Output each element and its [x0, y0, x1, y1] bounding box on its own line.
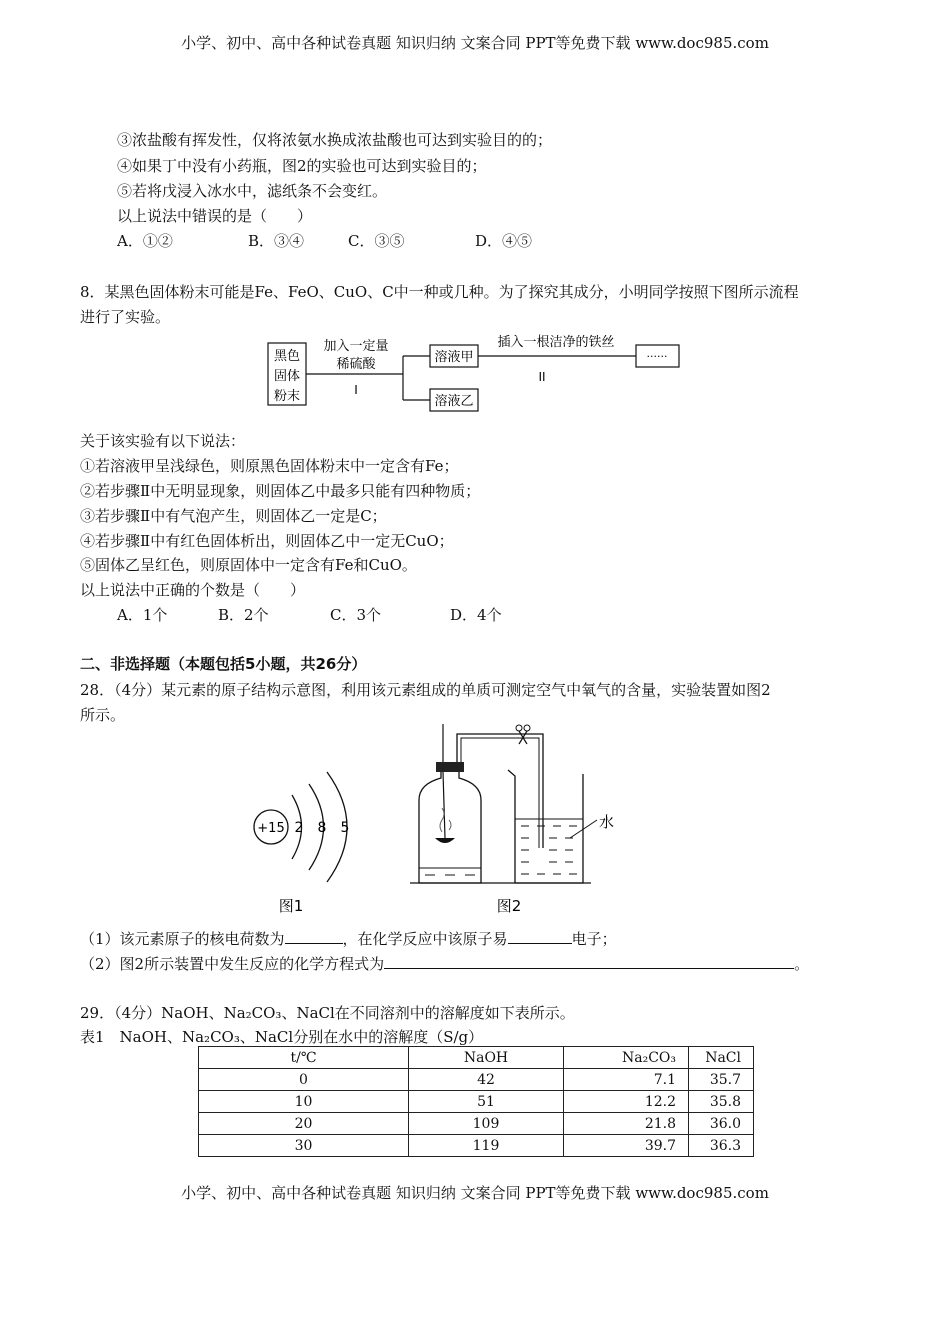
- q7-statement-3: ③浓盐酸有挥发性，仅将浓氨水换成浓盐酸也可达到实验目的的；: [117, 131, 553, 149]
- table-cell: 119: [409, 1135, 564, 1157]
- table-cell: 0: [199, 1069, 409, 1091]
- collecting-bottle: [419, 770, 481, 883]
- q8-line-2: 进行了实验。: [80, 308, 171, 326]
- flow-result-label: ······: [646, 350, 668, 363]
- table-header-nacl: NaCl: [689, 1047, 754, 1069]
- flow-step2-num: II: [538, 370, 546, 384]
- q8-line-1: 8．某黑色固体粉末可能是Fe、FeO、CuO、C中一种或几种。为了探究其成分，小明同学按照下图所示流程: [80, 283, 799, 301]
- atom-nucleus-charge: +15: [257, 821, 285, 836]
- q8-option-c: C．3个: [330, 606, 382, 624]
- fig2-apparatus-diagram: [405, 720, 645, 920]
- answer-blank-charge[interactable]: [285, 929, 343, 944]
- fig1-atom-diagram: [245, 770, 370, 920]
- connecting-tube-inner: [461, 738, 539, 848]
- q8-flow-diagram: [260, 328, 690, 418]
- clamp-ring-1: [516, 725, 522, 731]
- q7-option-c: C．③⑤: [348, 232, 405, 250]
- q8-stem: 以上说法中正确的个数是（ ）: [80, 581, 306, 599]
- table-row: [199, 1091, 754, 1113]
- combustion-spoon-handle: [443, 772, 445, 838]
- table-cell: 109: [409, 1113, 564, 1135]
- table-cell: 35.8: [689, 1091, 754, 1113]
- atom-shell-1-electrons: 2: [294, 820, 304, 836]
- table-header-temp: t/℃: [199, 1047, 409, 1069]
- table-row: [199, 1135, 754, 1157]
- table-cell: 51: [409, 1091, 564, 1113]
- clamp-ring-2: [524, 725, 530, 731]
- section-2-title: 二、非选择题（本题包括5小题，共26分）: [80, 655, 367, 673]
- q8-option-a: A．1个: [117, 606, 168, 624]
- q8-option-b: B．2个: [218, 606, 269, 624]
- q28-part1-text-c: 电子；: [571, 930, 617, 948]
- connecting-tube: [457, 734, 543, 848]
- flow-box1-line2: 固体: [273, 369, 301, 384]
- beaker-water: [515, 819, 583, 874]
- combustion-spoon: [435, 838, 455, 843]
- q8-option-d: D．4个: [450, 606, 502, 624]
- table-cell: 30: [199, 1135, 409, 1157]
- q29-line-1: 29．（4分）NaOH、Na₂CO₃、NaCl在不同溶剂中的溶解度如下表所示。: [80, 1004, 575, 1022]
- answer-blank-electron[interactable]: [508, 929, 572, 944]
- table-row: [199, 1069, 754, 1091]
- flow-solution-a-label: 溶液甲: [434, 350, 474, 365]
- answer-blank-equation[interactable]: [384, 954, 794, 969]
- q8-statement-2: ②若步骤Ⅱ中无明显现象，则固体乙中最多只能有四种物质；: [80, 482, 481, 500]
- table-cell: 39.7: [564, 1135, 689, 1157]
- q28-part2-end: 。: [794, 955, 810, 973]
- q7-option-b: B．③④: [248, 232, 305, 250]
- table-row: [199, 1113, 754, 1135]
- q8-intro: 关于该实验有以下说法：: [80, 432, 246, 450]
- flow-box1-line1: 黑色: [273, 349, 301, 364]
- flame-smoke: [440, 808, 444, 832]
- table-header-naoh: NaOH: [409, 1047, 564, 1069]
- q28-part-2: [80, 953, 809, 974]
- flow-box1-line3: 粉末: [273, 389, 301, 404]
- flow-step1-top: 加入一定量: [323, 339, 389, 354]
- table-cell: 12.2: [564, 1091, 689, 1113]
- table-header-row: [199, 1047, 754, 1069]
- flow-step1-bottom: 稀硫酸: [336, 357, 376, 372]
- solubility-table: [198, 1046, 754, 1157]
- table-cell: 20: [199, 1113, 409, 1135]
- q29-table-caption: 表1 NaOH、Na₂CO₃、NaCl分别在水中的溶解度（S/g）: [80, 1028, 484, 1046]
- fig2-caption: 图2: [496, 897, 522, 915]
- q28-part1-text-b: ，在化学反应中该原子易: [342, 930, 508, 948]
- q8-statement-5: ⑤固体乙呈红色，则原固体中一定含有Fe和CuO。: [80, 556, 417, 574]
- table-cell: 36.3: [689, 1135, 754, 1157]
- page-header: 小学、初中、高中各种试卷真题 知识归纳 文案合同 PPT等免费下载 www.doc985.com: [181, 34, 769, 52]
- table-cell: 36.0: [689, 1113, 754, 1135]
- q28-part2-text: （2）图2所示装置中发生反应的化学方程式为: [80, 955, 385, 973]
- q8-statement-1: ①若溶液甲呈浅绿色，则原黑色固体粉末中一定含有Fe；: [80, 457, 459, 475]
- q7-option-a: A．①②: [117, 232, 173, 250]
- table-cell: 42: [409, 1069, 564, 1091]
- q7-statement-4: ④如果丁中没有小药瓶，图2的实验也可达到实验目的；: [117, 157, 487, 175]
- q8-statement-3: ③若步骤Ⅱ中有气泡产生，则固体乙一定是C；: [80, 507, 387, 525]
- flow-solution-b-label: 溶液乙: [434, 394, 474, 409]
- water-label: 水: [599, 813, 615, 831]
- bottle-stopper: [436, 762, 464, 772]
- q7-statement-5: ⑤若将戊浸入冰水中，滤纸条不会变红。: [117, 182, 388, 200]
- q28-line-1: 28．（4分）某元素的原子结构示意图，利用该元素组成的单质可测定空气中氧气的含量，实验装置如图2: [80, 681, 771, 699]
- table-cell: 21.8: [564, 1113, 689, 1135]
- fig1-caption: 图1: [278, 897, 304, 915]
- atom-shell-3-electrons: 5: [340, 820, 350, 836]
- table-cell: 35.7: [689, 1069, 754, 1091]
- flow-step2-top: 插入一根洁净的铁丝: [497, 335, 615, 350]
- table-header-na2co3: Na₂CO₃: [564, 1047, 689, 1069]
- table-cell: 7.1: [564, 1069, 689, 1091]
- q7-option-d: D．④⑤: [475, 232, 533, 250]
- page-footer: 小学、初中、高中各种试卷真题 知识归纳 文案合同 PPT等免费下载 www.doc985.com: [181, 1184, 769, 1202]
- flow-step1-num: I: [354, 383, 358, 397]
- q8-statement-4: ④若步骤Ⅱ中有红色固体析出，则固体乙中一定无CuO；: [80, 532, 454, 550]
- atom-shell-2-electrons: 8: [317, 820, 327, 836]
- q7-stem: 以上说法中错误的是（ ）: [117, 207, 313, 225]
- q28-part-1: [80, 928, 617, 949]
- q28-line-2: 所示。: [80, 706, 126, 724]
- q28-part1-text-a: （1）该元素原子的核电荷数为: [80, 930, 285, 948]
- table-cell: 10: [199, 1091, 409, 1113]
- flame-smoke-2: [449, 820, 451, 830]
